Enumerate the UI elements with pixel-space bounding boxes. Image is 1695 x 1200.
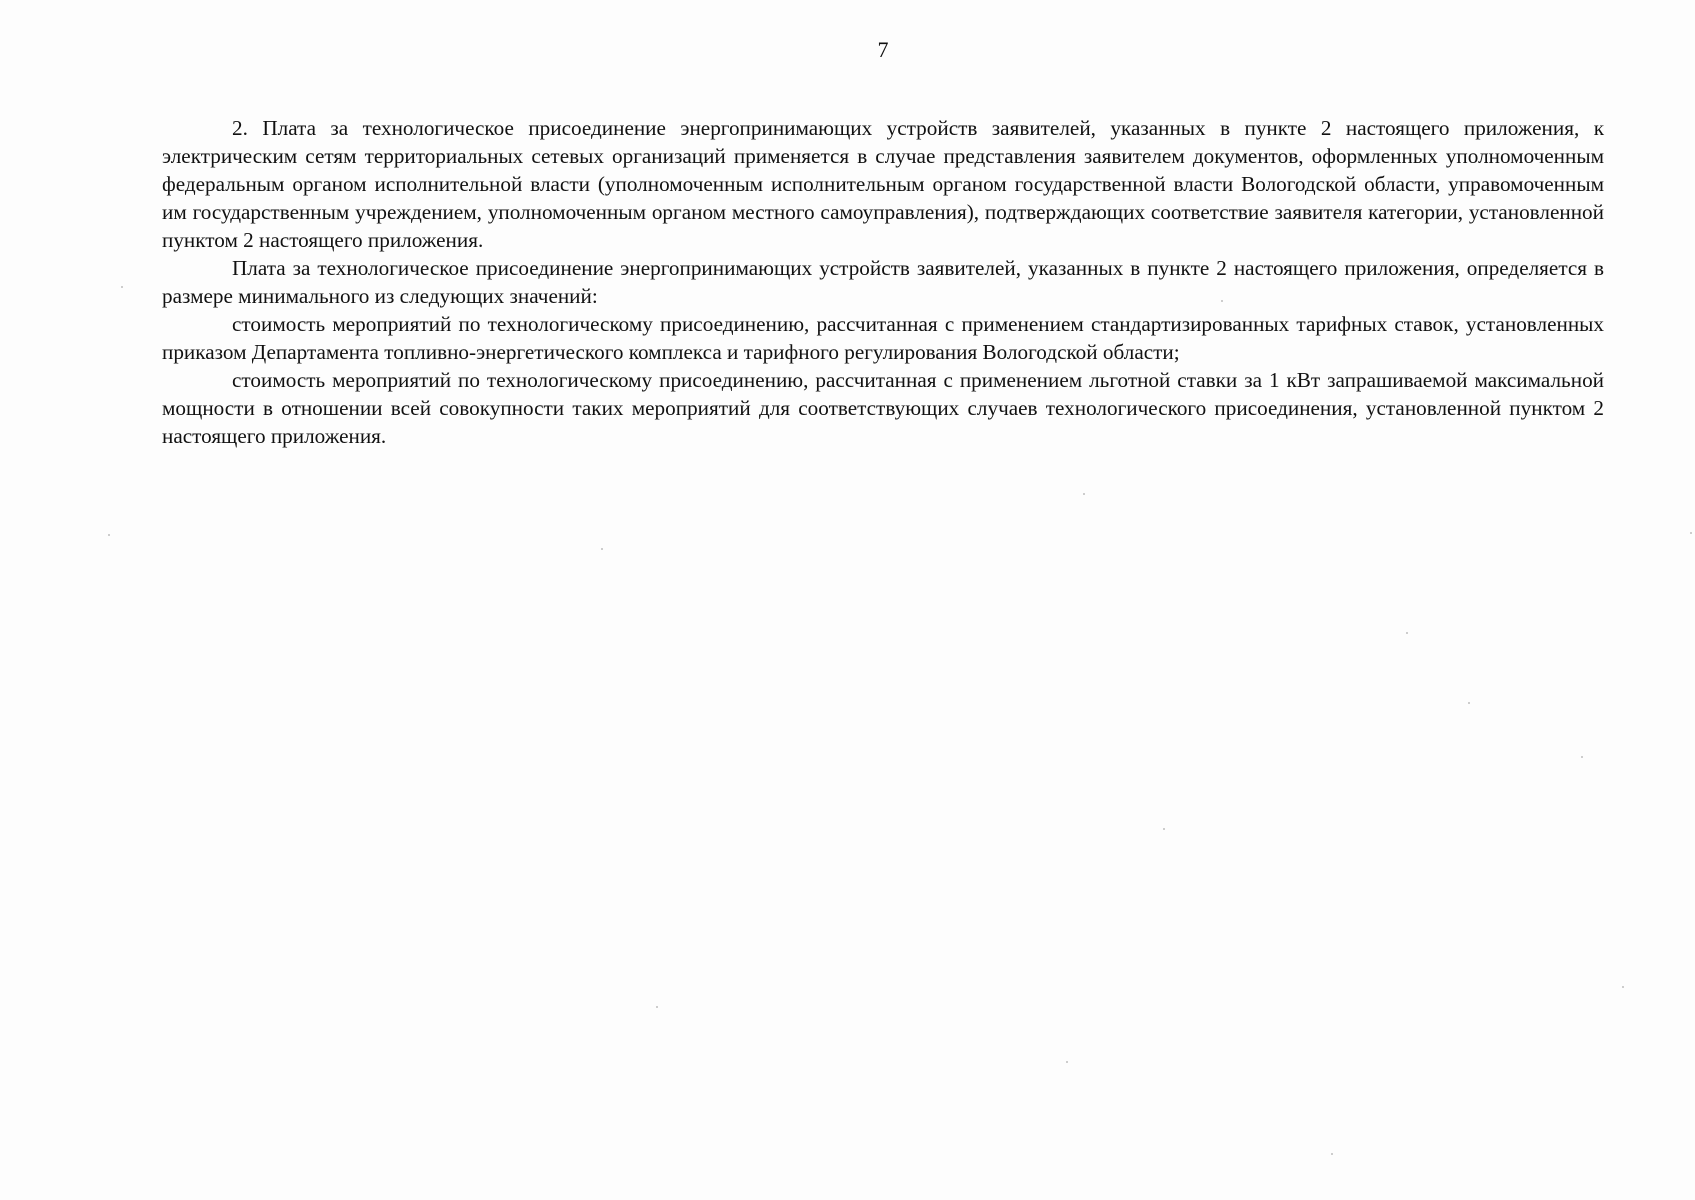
scan-speck xyxy=(1066,1061,1068,1063)
scan-speck xyxy=(656,1006,658,1008)
paragraph-fee-determination: Плата за технологическое присоединение энергопринимающих устройств заявителей, указанных в пункте 2 настоящего приложения, определяется в размере минимального из следующих значений: xyxy=(162,256,1604,308)
scan-speck xyxy=(1331,1153,1333,1155)
scan-speck xyxy=(121,286,123,288)
scan-speck xyxy=(1468,702,1470,704)
page-number: 7 xyxy=(877,37,889,62)
scan-speck xyxy=(1221,300,1223,302)
scan-speck xyxy=(1163,828,1165,830)
scan-speck xyxy=(1622,986,1624,988)
paragraph-standard-rates: стоимость мероприятий по технологическому присоединению, рассчитанная с применением стандартизированных тарифных ставок, установленных приказом Департамента топливно-энергетического комплекса и тарифного регулирования Вологодской области; xyxy=(162,312,1604,364)
scan-speck xyxy=(1083,493,1085,495)
paragraph-fee-application: 2. Плата за технологическое присоединение энергопринимающих устройств заявителей, указанных в пункте 2 настоящего приложения, к электрическим сетям территориальных сетевых организаций применяется в случае представления заявителем документов, оформленных уполномоченным федеральным органом исполнительной власти (уполномоченным исполнительным органом государственной власти Вологодской области, управомоченным им государственным учреждением, уполномоченным органом местного самоуправления), подтверждающих соответствие заявителя категории, установленной пунктом 2 настоящего приложения. xyxy=(162,116,1604,252)
scan-speck xyxy=(601,548,603,550)
document-body xyxy=(162,114,1604,450)
paragraph-preferential-rate: стоимость мероприятий по технологическому присоединению, рассчитанная с применением льготной ставки за 1 кВт запрашиваемой максимальной мощности в отношении всей совокупности таких мероприятий для соответствующих случаев технологического присоединения, установленной пунктом 2 настоящего приложения. xyxy=(162,368,1604,448)
scan-speck xyxy=(108,534,110,536)
scan-speck xyxy=(1406,632,1408,634)
scan-speck xyxy=(1690,532,1692,534)
scan-speck xyxy=(1581,756,1583,758)
